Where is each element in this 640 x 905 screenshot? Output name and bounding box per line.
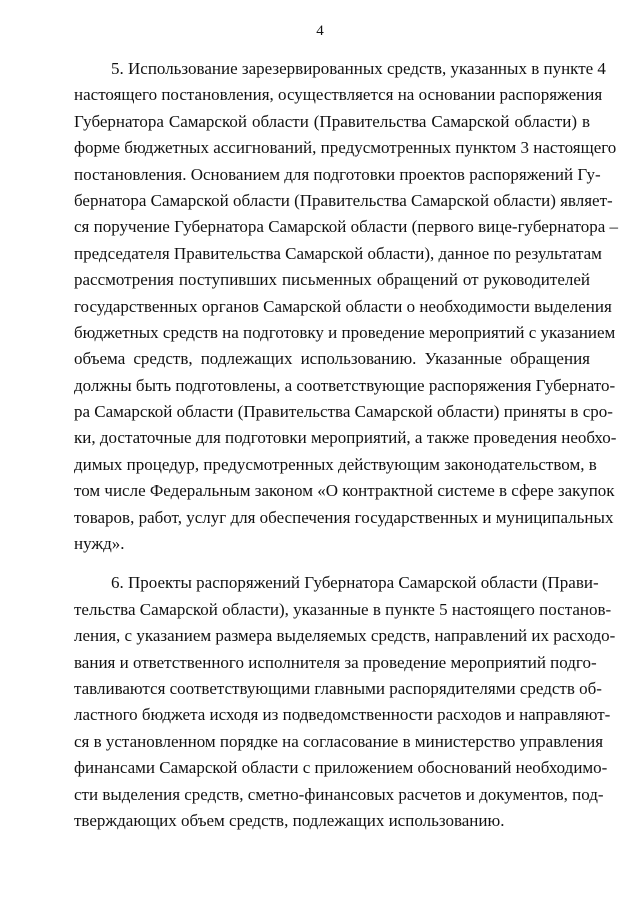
text-line: тельства Самарской области), указанные в пункте 5 настоящего постанов- [74,599,612,619]
text-line: рассмотрения поступивших письменных обращений от руководителей [74,270,590,290]
text-line: объема средств, подлежащих использованию. Указанные обращения [74,349,590,369]
text-line: должны быть подготовлены, а соответствующие распоряжения Губернато- [74,375,616,395]
text-line: товаров, работ, услуг для обеспечения государственных и муниципальных [74,507,614,527]
text-line: том числе Федеральным законом «О контрактной системе в сфере закупок [74,481,615,501]
text-line: димых процедур, предусмотренных действующим законодательством, в [74,454,597,474]
text-line: ся в установленном порядке на согласование в министерство управления [74,731,604,751]
text-line: Губернатора Самарской области (Правительства Самарской области) в [74,111,590,131]
text-line: государственных органов Самарской области о необходимости выделения [74,296,612,316]
paragraph-6 [74,570,616,834]
paragraph-spacer [74,557,590,570]
text-line: форме бюджетных ассигнований, предусмотренных пунктом 3 настоящего [74,138,617,158]
text-line: тверждающих объем средств, подлежащих использованию. [74,810,505,830]
text-line: председателя Правительства Самарской области), данное по результатам [74,243,602,263]
document-body [74,56,619,834]
text-line: ся поручение Губернатора Самарской области (первого вице-губернатора – [74,217,619,237]
text-line: финансами Самарской области с приложением обоснований необходимо- [74,758,608,778]
text-line: ки, достаточные для подготовки мероприятий, а также проведения необхо- [74,428,617,448]
text-line: ления, с указанием размера выделяемых средств, направлений их расходо- [74,626,616,646]
text-line: бюджетных средств на подготовку и проведение мероприятий с указанием [74,322,616,342]
text-line: настоящего постановления, осуществляется на основании распоряжения [74,85,603,105]
text-line: ра Самарской области (Правительства Самарской области) приняты в сро- [74,402,613,422]
text-line: постановления. Основанием для подготовки проектов распоряжений Гу- [74,164,601,184]
text-line: сти выделения средств, сметно-финансовых расчетов и документов, под- [74,784,604,804]
paragraph-5 [74,56,619,557]
page-number: 4 [316,23,324,39]
text-line: 5. Использование зарезервированных средств, указанных в пункте 4 [111,59,606,78]
text-line: вания и ответственного исполнителя за проведение мероприятий подго- [74,652,597,672]
text-line: тавливаются соответствующими главными распорядителями средств об- [74,678,602,698]
text-line: 6. Проекты распоряжений Губернатора Самарской области (Прави- [111,573,599,593]
text-line: нужд». [74,534,125,554]
text-line: ластного бюджета исходя из подведомственности расходов и направляют- [74,705,611,725]
text-line: бернатора Самарской области (Правительства Самарской области) являет- [74,190,613,210]
